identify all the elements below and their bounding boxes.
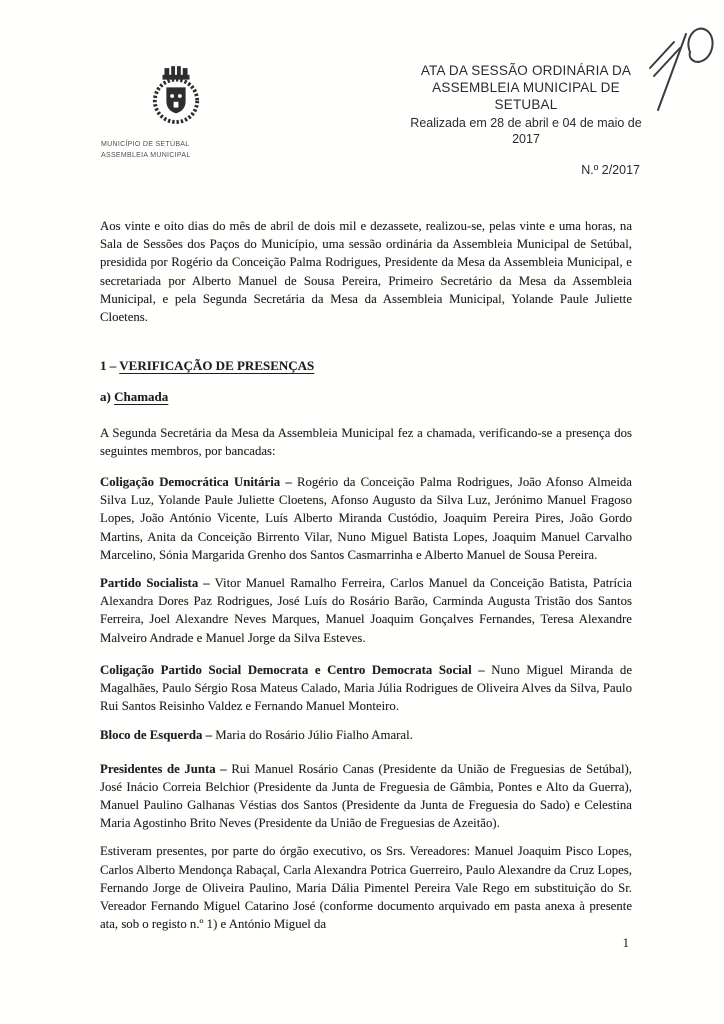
bancada-cdu-members: Rogério da Conceição Palma Rodrigues, João Afonso Almeida Silva Luz, Yolande Paule Juliette Cloetens, Afonso Augusto da Silva Luz, Jerónimo Manuel Fragoso Lopes, João António Vicente, Luís Alberto Miranda Custódio, Joaquim Pereira Pires, João Gordo Martins, Anita da Conceição Birrento Vilar, Nuno Miguel Batista Lopes, Joaquim Manuel Carvalho Marcelino, Sónia Margarida Grenho dos Santos Casmarrinha e Alberto Manuel de Sousa Pereira. — [100, 475, 632, 562]
bancada-ps-members: Vitor Manuel Ramalho Ferreira, Carlos Manuel da Conceição Batista, Patrícia Alexandra Dores Paz Rodrigues, José Luís do Rosário Barão, Carminda Augusta Tristão dos Santos Ferreira, Joel Alexandre Neves Marques, Manuel Joaquim Gonçalves Fernandes, Teresa Alexandre Malveiro Andrade e Manuel Jorge da Silva Esteves. — [100, 576, 632, 645]
document-title-block — [390, 62, 662, 147]
section-title: VERIFICAÇÃO DE PRESENÇAS — [119, 358, 315, 374]
letterhead-caption — [101, 139, 251, 161]
paragraph-bancada-cdu — [100, 473, 632, 564]
paragraph-presidentes-junta — [100, 760, 632, 833]
paragraph-chamada-intro: A Segunda Secretária da Mesa da Assembleia Municipal fez a chamada, verificando-se a presença dos seguintes membros, por bancadas: — [100, 425, 632, 458]
section-number: 1 – — [100, 358, 117, 374]
letterhead-caption-line1: MUNICÍPIO DE SETÚBAL — [101, 141, 190, 148]
document-body — [100, 217, 632, 952]
setubal-coat-of-arms-icon — [150, 64, 202, 128]
handwritten-mark — [646, 18, 718, 118]
presidentes-junta-label: Presidentes de Junta – — [100, 761, 227, 776]
document-title: ATA DA SESSÃO ORDINÁRIA DA ASSEMBLEIA MUNICIPAL DE SETUBAL — [420, 63, 632, 112]
bancada-psd-cds-label: Coligação Partido Social Democrata e Centro Democrata Social – — [100, 662, 485, 677]
letterhead-caption-line2: ASSEMBLEIA MUNICIPAL — [101, 152, 191, 159]
bancada-be-label: Bloco de Esquerda – — [100, 728, 212, 743]
subsection-label: a) — [100, 389, 111, 405]
paragraph-opening: Aos vinte e oito dias do mês de abril de dois mil e dezassete, realizou-se, pelas vinte e uma horas, na Sala de Sessões dos Paços do Município, uma sessão ordinária da Assembleia Municipal de Setúbal, presidida por Rogério da Conceição Palma Rodrigues, Presidente da Mesa da Assembleia Municipal, e secretariada por Alberto Manuel de Sousa Pereira, Primeiro Secretário da Mesa da Assembleia Municipal, e pela Segunda Secretária da Mesa da Assembleia Municipal, Yolande Paule Juliette Cloetens. — [100, 219, 632, 325]
bancada-be-members: Maria do Rosário Júlio Fialho Amaral. — [215, 728, 413, 743]
section-heading-verificacao — [100, 357, 632, 375]
document-subtitle: Realizada em 28 de abril e 04 de maio de 2017 — [410, 116, 642, 146]
presidentes-junta-members: Rui Manuel Rosário Canas (Presidente da União de Freguesias de Setúbal), José Inácio Correia Belchior (Presidente da Junta de Freguesia de Gâmbia, Pontes e Alto da Guerra), Manuel Paulino Galhanas Véstias dos Santos (Presidente da Junta de Freguesia do Sado) e Celestina Maria Agostinho Brito Neves (Presidente da União de Freguesias de Azeitão). — [100, 761, 633, 831]
paragraph-vereadores: Estiveram presentes, por parte do órgão executivo, os Srs. Vereadores: Manuel Joaquim Pisco Lopes, Carlos Alberto Mendonça Rabaçal, Carla Alexandra Potrica Guerreiro, Paulo Alexandre da Cruz Lopes, Fernando Jorge de Oliveira Paulino, Maria Dália Pimentel Pereira Vale Rego em substituição do Sr. Vereador Fernando Miguel Catarino José (conforme documento arquivado em pasta anexa à presente ata, sob o registo n.º 1) e António Miguel da — [100, 844, 632, 932]
bancada-cdu-label: Coligação Democrática Unitária – — [100, 475, 292, 490]
paragraph-bancada-be — [100, 726, 632, 744]
subsection-heading-chamada — [100, 388, 632, 406]
page-number: 1 — [622, 935, 629, 950]
paragraph-bancada-psd-cds — [100, 661, 632, 716]
bancada-psd-cds-members: Nuno Miguel Miranda de Magalhães, Paulo Sérgio Rosa Mateus Calado, Maria Júlia Rodrigues de Oliveira Alves da Silva, Paulo Rui Santos Reisinho Valdez e Fernando Manuel Monteiro. — [100, 662, 632, 714]
document-number: N.º 2/2017 — [581, 163, 640, 177]
bancada-ps-label: Partido Socialista – — [100, 576, 210, 591]
paragraph-bancada-ps — [100, 574, 632, 647]
subsection-title: Chamada — [114, 389, 169, 405]
